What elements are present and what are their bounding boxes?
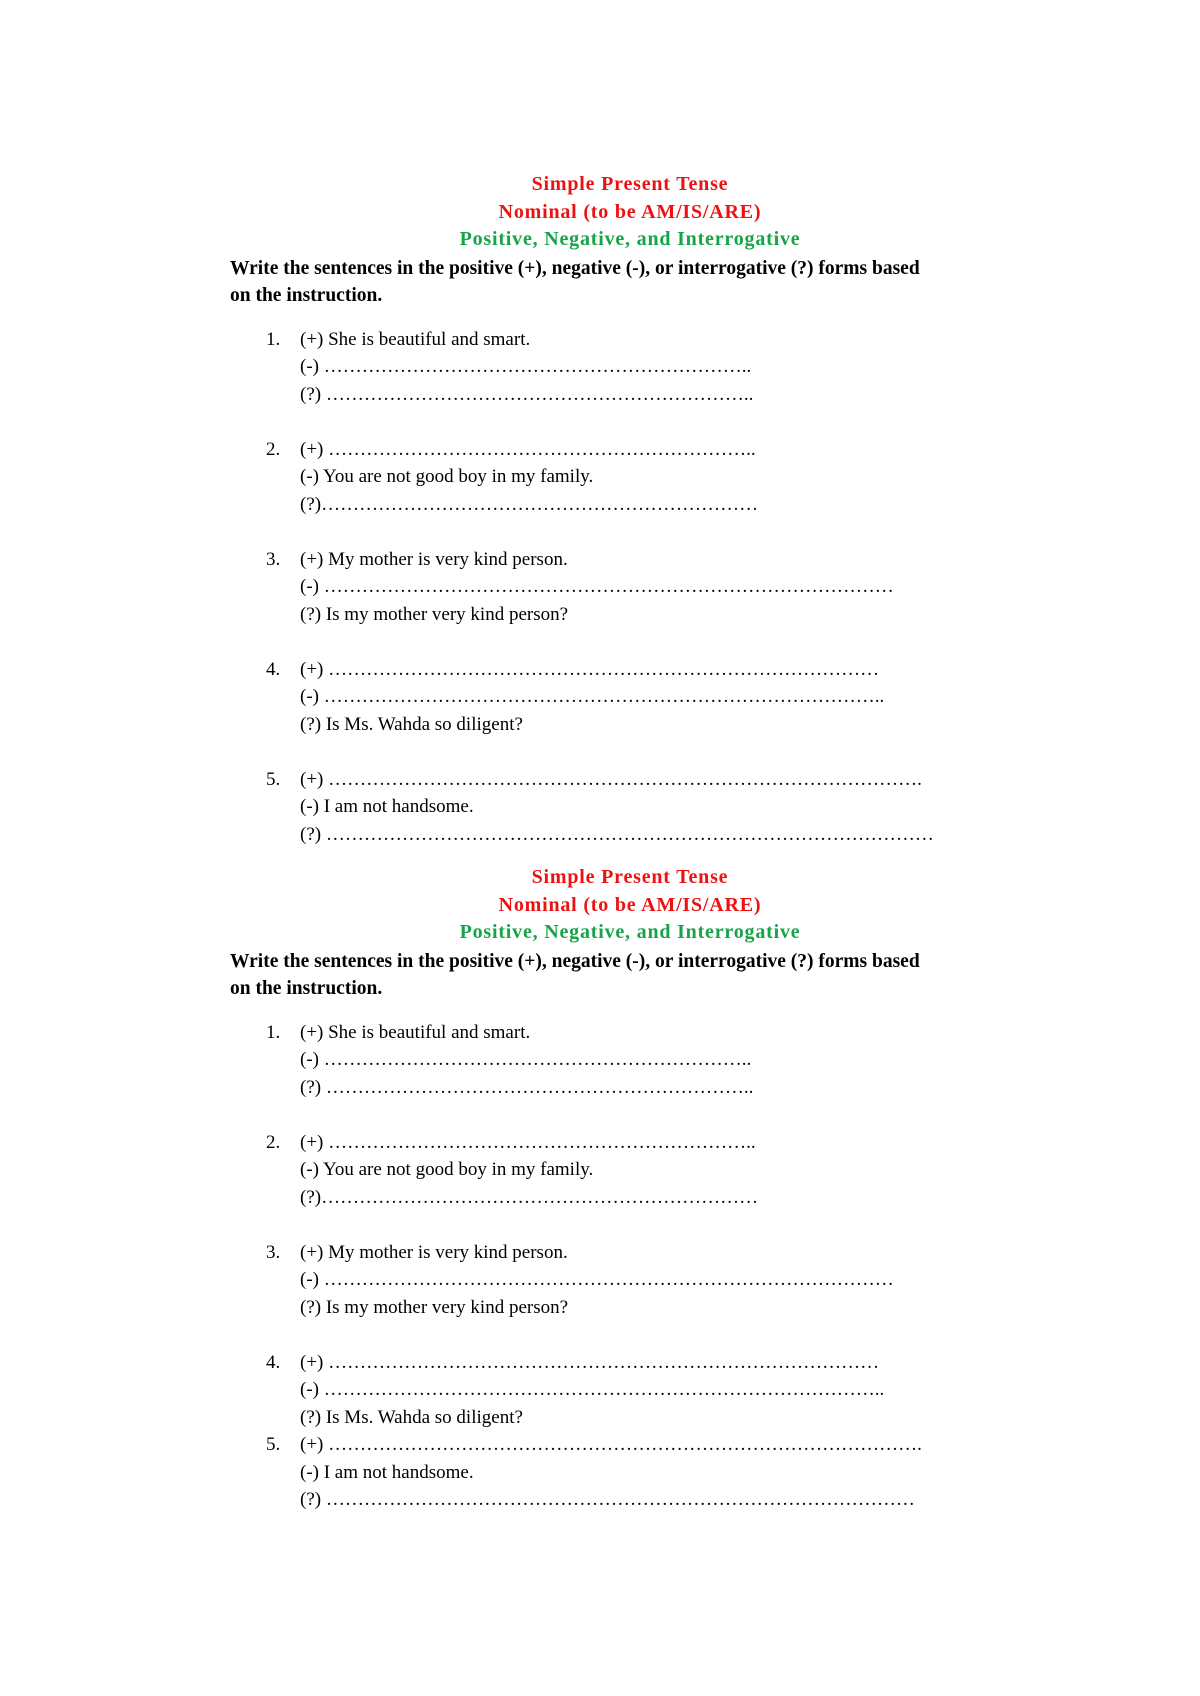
exercise-number: 2. xyxy=(266,1131,281,1153)
positive-line: (+) ………………………………………………………….. xyxy=(300,1131,756,1153)
positive-line: (+) My mother is very kind person. xyxy=(300,1241,568,1263)
interrogative-line: (?) Is my mother very kind person? xyxy=(300,603,569,625)
exercise-number: 2. xyxy=(266,438,281,460)
negative-line: (-) ……………………………………………………………………………… xyxy=(300,576,894,597)
positive-line: (+) She is beautiful and smart. xyxy=(300,1021,531,1043)
negative-line: (-) I am not handsome. xyxy=(300,796,474,817)
exercise-number: 4. xyxy=(266,658,281,680)
negative-line: (-) You are not good boy in my family. xyxy=(300,1159,594,1180)
negative-line: (-) ………………………………………………………….. xyxy=(300,1049,752,1070)
instruction-text xyxy=(230,255,1030,310)
exercise-number: 1. xyxy=(266,1021,281,1043)
exercise-item-5 xyxy=(230,766,1030,849)
positive-line: (+) My mother is very kind person. xyxy=(300,548,568,570)
worksheet-section-heading: Positive, Negative, and Interrogative xyxy=(459,228,801,250)
interrogative-line: (?) ………………………………………………………….. xyxy=(300,1076,754,1098)
positive-line: (+) She is beautiful and smart. xyxy=(300,328,531,350)
exercise-item-4 xyxy=(230,1349,1030,1432)
exercise-item-1 xyxy=(230,1019,1030,1102)
exercise-item-1 xyxy=(230,326,1030,409)
exercise-number: 1. xyxy=(266,328,281,350)
positive-line: (+) …………………………………………………………………………………. xyxy=(300,1434,922,1455)
exercise-item-2 xyxy=(230,1129,1030,1212)
negative-line: (-) I am not handsome. xyxy=(300,1461,474,1483)
interrogative-line: (?) Is my mother very kind person? xyxy=(300,1296,569,1318)
exercise-item-5 xyxy=(230,1431,1030,1514)
exercise-number: 3. xyxy=(266,548,281,570)
positive-line: (+) …………………………………………………………………………… xyxy=(300,1351,880,1373)
interrogative-line: (?)…………………………………………………………… xyxy=(300,1186,759,1208)
worksheet-section-heading: Positive, Negative, and Interrogative xyxy=(459,921,801,943)
worksheet-subtitle: Nominal (to be AM/IS/ARE) xyxy=(498,200,762,223)
exercise-item-4 xyxy=(230,656,1030,739)
interrogative-line: (?) Is Ms. Wahda so diligent? xyxy=(300,1406,523,1428)
negative-line: (-) …………………………………………………………………………….. xyxy=(300,1379,885,1400)
negative-line: (-) You are not good boy in my family. xyxy=(300,466,594,487)
exercise-item-3 xyxy=(230,546,1030,629)
positive-line: (+) …………………………………………………………………………… xyxy=(300,658,880,680)
worksheet-title: Simple Present Tense xyxy=(531,173,729,195)
exercise-number: 5. xyxy=(266,1434,281,1455)
exercise-number: 5. xyxy=(266,768,281,790)
positive-line: (+) …………………………………………………………………………………. xyxy=(300,768,922,790)
instruction-line: on the instruction. xyxy=(230,978,383,999)
instruction-line: Write the sentences in the positive (+), negative (-), or interrogative (?) forms based xyxy=(230,257,920,279)
instruction-line: Write the sentences in the positive (+), negative (-), or interrogative (?) forms based xyxy=(230,950,920,972)
exercise-list xyxy=(230,1019,1030,1514)
negative-line: (-) …………………………………………………………………………….. xyxy=(300,686,885,707)
exercise-list xyxy=(230,326,1030,849)
exercise-item-3 xyxy=(230,1239,1030,1322)
interrogative-line: (?) …………………………………………………………………………………… xyxy=(300,823,934,845)
interrogative-line: (?) Is Ms. Wahda so diligent? xyxy=(300,713,523,735)
interrogative-line: (?) ………………………………………………………………………………… xyxy=(300,1489,915,1510)
negative-line: (-) ……………………………………………………………………………… xyxy=(300,1269,894,1290)
negative-line: (-) ………………………………………………………….. xyxy=(300,356,752,377)
worksheet-2 xyxy=(230,864,1030,1514)
exercise-number: 3. xyxy=(266,1241,281,1263)
instruction-text xyxy=(230,948,1030,1003)
interrogative-line: (?) ………………………………………………………….. xyxy=(300,383,754,405)
positive-line: (+) ………………………………………………………….. xyxy=(300,438,756,460)
worksheet-title: Simple Present Tense xyxy=(531,866,729,888)
worksheet-subtitle: Nominal (to be AM/IS/ARE) xyxy=(498,893,762,916)
exercise-number: 4. xyxy=(266,1351,281,1373)
interrogative-line: (?)…………………………………………………………… xyxy=(300,493,759,515)
exercise-item-2 xyxy=(230,436,1030,519)
instruction-line: on the instruction. xyxy=(230,285,383,306)
worksheet-1 xyxy=(230,171,1030,848)
